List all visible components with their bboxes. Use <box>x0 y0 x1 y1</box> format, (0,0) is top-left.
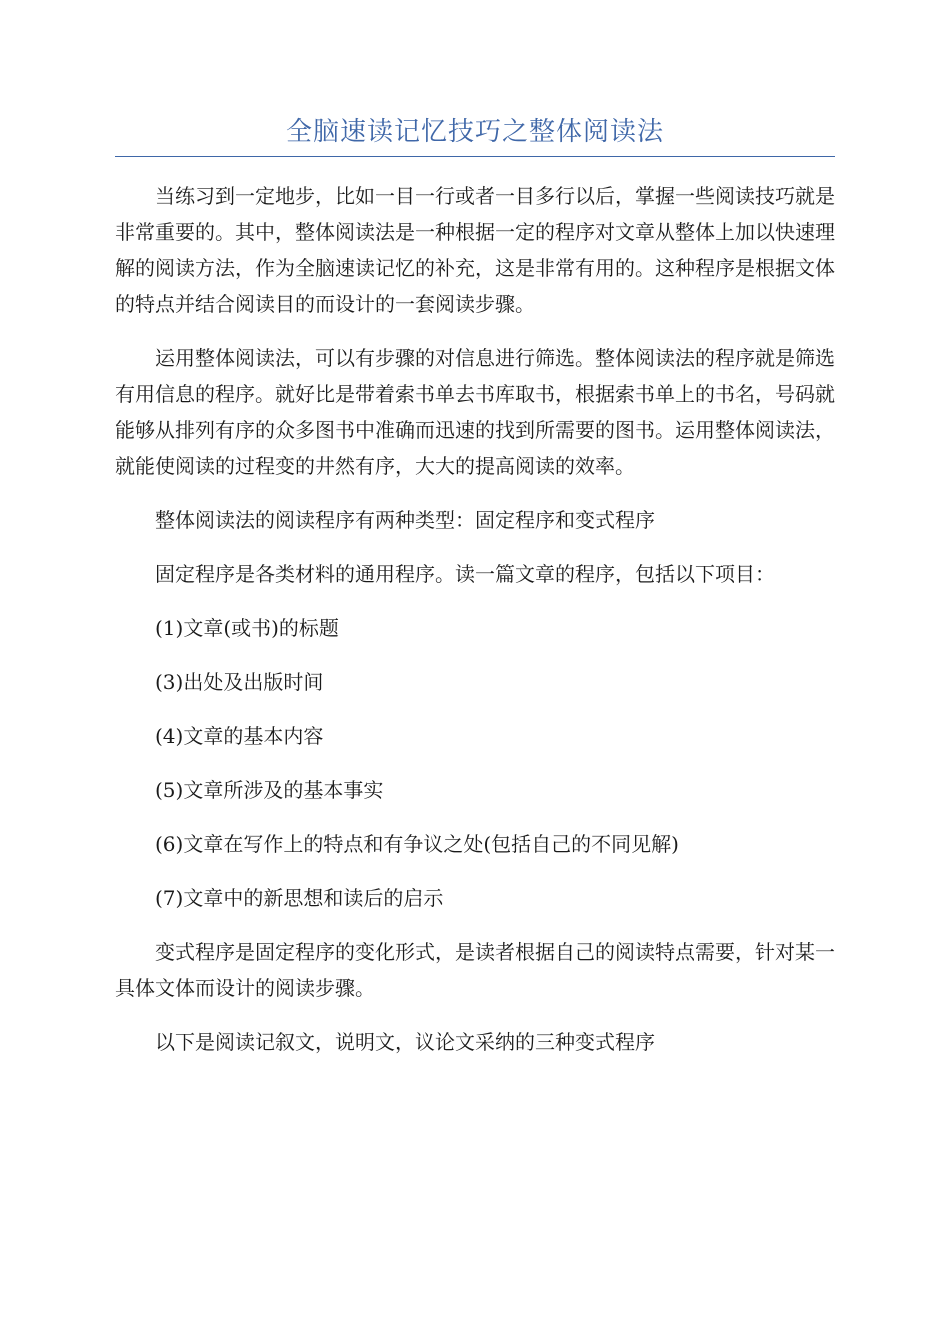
paragraph-fixed-program: 固定程序是各类材料的通用程序。读一篇文章的程序，包括以下项目： <box>155 562 775 586</box>
paragraph-variant-intro: 以下是阅读记叙文，说明文，议论文采纳的三种变式程序 <box>155 1030 655 1054</box>
paragraph-usage: 运用整体阅读法，可以有步骤的对信息进行筛选。整体阅读法的程序就是筛选有用信息的程序。就好比是带着索书单去书库取书，根据索书单上的书名，号码就能够从排列有序的众多图书中准确而迅速的找到所需要的图书。运用整体阅读法，就能使阅读的过程变的井然有序，大大的提高阅读的效率。 <box>115 346 835 478</box>
title-block <box>115 112 835 157</box>
list-item: (6)文章在写作上的特点和有争议之处(包括自己的不同见解) <box>155 832 679 856</box>
list-item: (7)文章中的新思想和读后的启示 <box>155 886 444 910</box>
page-title: 全脑速读记忆技巧之整体阅读法 <box>285 117 664 147</box>
list-item: (4)文章的基本内容 <box>155 724 324 748</box>
paragraph-variant-program: 变式程序是固定程序的变化形式，是读者根据自己的阅读特点需要，针对某一具体文体而设计的阅读步骤。 <box>115 940 835 1000</box>
list-item: (1)文章(或书)的标题 <box>155 616 339 640</box>
list-item: (3)出处及出版时间 <box>155 670 324 694</box>
document-body <box>115 178 835 1078</box>
paragraph-intro: 当练习到一定地步，比如一目一行或者一目多行以后，掌握一些阅读技巧就是非常重要的。其中，整体阅读法是一种根据一定的程序对文章从整体上加以快速理解的阅读方法，作为全脑速读记忆的补充，这是非常有用的。这种程序是根据文体的特点并结合阅读目的而设计的一套阅读步骤。 <box>115 184 835 316</box>
paragraph-types: 整体阅读法的阅读程序有两种类型：固定程序和变式程序 <box>155 508 655 532</box>
list-item: (5)文章所涉及的基本事实 <box>155 778 384 802</box>
